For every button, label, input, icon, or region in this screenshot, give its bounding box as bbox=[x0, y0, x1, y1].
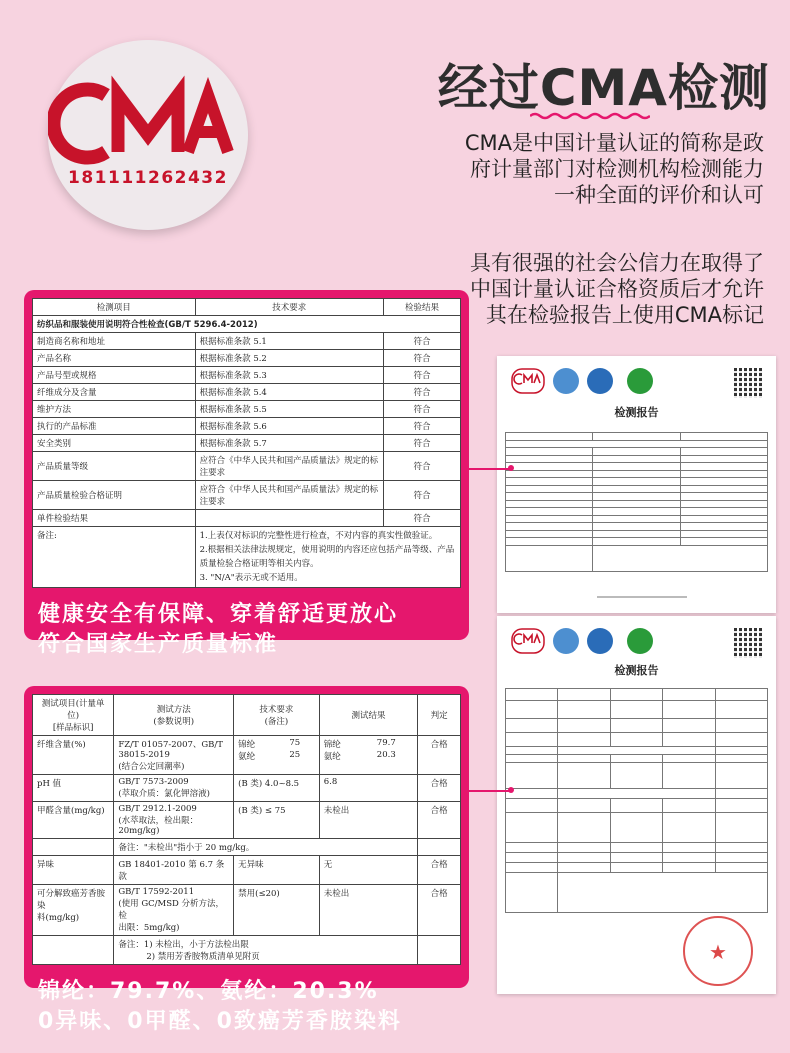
odor-method: GB 18401-2010 第 6.7 条款 bbox=[114, 856, 234, 885]
row-item: 维护方法 bbox=[33, 401, 196, 418]
caption-line-2: 符合国家生产质量标准 bbox=[38, 632, 279, 657]
report-thumbnail-2 bbox=[497, 616, 776, 994]
mini-cma-icon bbox=[511, 628, 545, 654]
row-result: 符合 bbox=[383, 333, 460, 350]
note-3: 3. "N/A"表示无或不适用。 bbox=[199, 573, 303, 583]
azo-note-line-1: 备注：1) 未检出，小于方法检出限 bbox=[118, 940, 249, 950]
table-header-row bbox=[33, 695, 461, 736]
azo-method-line-3: 出限：5mg/kg) bbox=[118, 923, 180, 933]
table-section-row bbox=[33, 316, 461, 333]
row-requirement: 应符合《中华人民共和国产品质量法》规定的标注要求 bbox=[195, 452, 383, 481]
row-result: 符合 bbox=[383, 481, 460, 510]
stamp-star-icon: ★ bbox=[709, 940, 727, 964]
wavy-underline-icon bbox=[530, 112, 650, 120]
row-item: 产品质量检验合格证明 bbox=[33, 481, 196, 510]
row-result: 符合 bbox=[383, 401, 460, 418]
formaldehyde-method-line-2: (水萃取法，检出限：20mg/kg) bbox=[118, 816, 199, 836]
odor-requirement: 无异味 bbox=[234, 856, 320, 885]
fiber-req-b-name: 氨纶 bbox=[238, 752, 256, 762]
table-row bbox=[33, 384, 461, 401]
report-logo-row bbox=[511, 368, 761, 396]
azo-method-line-1: GB/T 17592-2011 bbox=[118, 887, 195, 897]
qr-code-icon bbox=[734, 368, 764, 398]
empty-cell bbox=[418, 936, 461, 965]
row-result: 符合 bbox=[383, 435, 460, 452]
fiber-method-line-2: 38015-2019 bbox=[118, 750, 170, 760]
formaldehyde-note: 备注："未检出"指小于 20 mg/kg。 bbox=[114, 839, 418, 856]
row-result: 符合 bbox=[383, 367, 460, 384]
azo-item-line-2: 料(mg/kg) bbox=[37, 913, 80, 923]
report-mini-table bbox=[505, 688, 768, 913]
fiber-res-b bbox=[324, 750, 396, 762]
test-results-table bbox=[32, 694, 461, 965]
header-method-sub: (参数说明) bbox=[153, 717, 195, 727]
row-requirement: 根据标准条款 5.6 bbox=[195, 418, 383, 435]
notes-cell bbox=[195, 527, 460, 588]
header-requirement bbox=[234, 695, 320, 736]
usage-instruction-panel bbox=[24, 290, 469, 657]
row-requirement bbox=[195, 510, 383, 527]
empty-cell bbox=[33, 839, 114, 856]
fiber-res-b-name: 氨纶 bbox=[323, 752, 341, 762]
report-title: 检测报告 bbox=[614, 406, 659, 419]
fiber-method bbox=[114, 736, 234, 775]
ph-item: pH 值 bbox=[33, 775, 114, 802]
row-item: 产品质量等级 bbox=[33, 452, 196, 481]
table-row bbox=[33, 435, 461, 452]
row-item: 执行的产品标准 bbox=[33, 418, 196, 435]
usage-instruction-table bbox=[32, 298, 461, 588]
report-footer-line bbox=[597, 596, 687, 598]
header-item-label: 测试项目(计量单位) bbox=[41, 699, 105, 721]
fiber-res-a-name: 锦纶 bbox=[323, 740, 341, 750]
fiber-res-a bbox=[324, 738, 396, 750]
fiber-requirement bbox=[234, 736, 320, 775]
report-title: 检测报告 bbox=[614, 664, 659, 677]
panel-1-caption bbox=[32, 588, 461, 660]
table-row bbox=[33, 856, 461, 885]
fiber-method-line-3: (结合公定回潮率) bbox=[118, 762, 185, 772]
row-requirement: 根据标准条款 5.2 bbox=[195, 350, 383, 367]
header-judgement: 判定 bbox=[418, 695, 461, 736]
ph-method-line-2: (萃取介质：氯化钾溶液) bbox=[118, 789, 210, 799]
cnas-badge-icon bbox=[587, 628, 613, 654]
formaldehyde-method bbox=[114, 802, 234, 839]
table-row bbox=[33, 401, 461, 418]
row-item: 产品号型或规格 bbox=[33, 367, 196, 384]
row-requirement: 根据标准条款 5.5 bbox=[195, 401, 383, 418]
table-row bbox=[33, 775, 461, 802]
intro-paragraph-1: CMA是中国计量认证的简称是政府计量部门对检测机构检测能力一种全面的评价和认可 bbox=[464, 131, 764, 207]
official-stamp-icon bbox=[683, 916, 753, 986]
header-requirement: 技术要求 bbox=[195, 299, 383, 316]
ph-method bbox=[114, 775, 234, 802]
fiber-item: 纤维含量(%) bbox=[33, 736, 114, 775]
row-result: 符合 bbox=[383, 350, 460, 367]
cma-logo bbox=[48, 40, 248, 230]
table-row bbox=[33, 510, 461, 527]
callout-dot-2 bbox=[508, 787, 514, 793]
header-item-sub: [样品标识] bbox=[52, 723, 94, 733]
empty-cell bbox=[33, 936, 114, 965]
fiber-res-b-value: 20.3 bbox=[376, 750, 396, 760]
azo-requirement: 禁用(≤20) bbox=[234, 885, 320, 936]
test-results-panel bbox=[24, 686, 469, 1034]
caption-line-1: 锦纶：79.7%、氨纶：20.3% bbox=[38, 979, 379, 1004]
fiber-req-a-value: 75 bbox=[289, 738, 301, 748]
report-thumbnail-1 bbox=[497, 356, 776, 613]
green-cert-badge-icon bbox=[627, 368, 653, 394]
fiber-judgement: 合格 bbox=[418, 736, 461, 775]
note-1: 1.上表仅对标识的完整性进行检查，不对内容的真实性做验证。 bbox=[199, 531, 438, 541]
green-cert-badge-icon bbox=[627, 628, 653, 654]
note-2: 2.根据相关法律法规规定，使用说明的内容还应包括产品等级、产品质量检验合格证明等相关内容。 bbox=[199, 545, 455, 569]
cnas-badge-icon bbox=[587, 368, 613, 394]
odor-result: 无 bbox=[319, 856, 417, 885]
row-result: 符合 bbox=[383, 452, 460, 481]
table-row bbox=[33, 452, 461, 481]
odor-judgement: 合格 bbox=[418, 856, 461, 885]
row-result: 符合 bbox=[383, 384, 460, 401]
azo-item-line-1: 可分解致癌芳香胺染 bbox=[37, 889, 106, 911]
ph-requirement: (B 类) 4.0~8.5 bbox=[234, 775, 320, 802]
azo-method-line-2: (使用 GC/MSD 分析方法，检 bbox=[118, 899, 225, 921]
formaldehyde-item: 甲醛含量(mg/kg) bbox=[33, 802, 114, 839]
ph-result: 6.8 bbox=[319, 775, 417, 802]
fiber-req-a bbox=[238, 738, 300, 750]
row-item: 产品名称 bbox=[33, 350, 196, 367]
callout-line-2 bbox=[469, 790, 511, 792]
row-requirement: 根据标准条款 5.4 bbox=[195, 384, 383, 401]
header-method bbox=[114, 695, 234, 736]
header-item: 检测项目 bbox=[33, 299, 196, 316]
notes-label: 备注: bbox=[33, 527, 196, 588]
header-requirement-sub: (备注) bbox=[264, 717, 289, 727]
formaldehyde-method-line-1: GB/T 2912.1-2009 bbox=[118, 804, 197, 814]
qr-code-icon bbox=[734, 628, 764, 658]
azo-note bbox=[114, 936, 418, 965]
ilac-mra-badge-icon bbox=[553, 628, 579, 654]
row-requirement: 根据标准条款 5.3 bbox=[195, 367, 383, 384]
header-requirement-label: 技术要求 bbox=[259, 705, 294, 715]
row-item: 安全类别 bbox=[33, 435, 196, 452]
formaldehyde-requirement: (B 类) ≤ 75 bbox=[234, 802, 320, 839]
azo-item bbox=[33, 885, 114, 936]
header-method-label: 测试方法 bbox=[156, 705, 191, 715]
table-row bbox=[33, 885, 461, 936]
fiber-method-line-1: FZ/T 01057-2007、GB/T bbox=[118, 740, 223, 750]
page-title: 经过CMA检测 bbox=[437, 59, 770, 117]
azo-note-line-2: 2) 禁用芳香胺物质清单见附页 bbox=[146, 952, 260, 962]
odor-item: 异味 bbox=[33, 856, 114, 885]
azo-judgement: 合格 bbox=[418, 885, 461, 936]
ph-judgement: 合格 bbox=[418, 775, 461, 802]
fiber-req-b-value: 25 bbox=[289, 750, 301, 760]
report-logo-row bbox=[511, 628, 761, 656]
section-title: 纺织品和服装使用说明符合性检查(GB/T 5296.4-2012) bbox=[33, 316, 461, 333]
table-row bbox=[33, 418, 461, 435]
azo-result: 未检出 bbox=[319, 885, 417, 936]
row-requirement: 应符合《中华人民共和国产品质量法》规定的标注要求 bbox=[195, 481, 383, 510]
fiber-res-a-value: 79.7 bbox=[376, 738, 396, 748]
table-row bbox=[33, 736, 461, 775]
row-item: 制造商名称和地址 bbox=[33, 333, 196, 350]
row-requirement: 根据标准条款 5.7 bbox=[195, 435, 383, 452]
table-note-row bbox=[33, 936, 461, 965]
formaldehyde-result: 未检出 bbox=[319, 802, 417, 839]
ph-method-line-1: GB/T 7573-2009 bbox=[118, 777, 189, 787]
ilac-mra-badge-icon bbox=[553, 368, 579, 394]
row-result: 符合 bbox=[383, 418, 460, 435]
table-row bbox=[33, 350, 461, 367]
table-header-row bbox=[33, 299, 461, 316]
caption-line-2: 0异味、0甲醛、0致癌芳香胺染料 bbox=[38, 1009, 402, 1034]
header-result: 测试结果 bbox=[319, 695, 417, 736]
intro-paragraph-2: 具有很强的社会公信力在取得了中国计量认证合格资质后才允许其在检验报告上使用CMA标记 bbox=[470, 251, 764, 327]
cma-mark-icon bbox=[48, 40, 248, 230]
table-row bbox=[33, 481, 461, 510]
table-notes-row bbox=[33, 527, 461, 588]
header-result: 检验结果 bbox=[383, 299, 460, 316]
mini-cma-icon bbox=[511, 368, 545, 394]
table-row bbox=[33, 367, 461, 384]
empty-cell bbox=[418, 839, 461, 856]
callout-line-1 bbox=[469, 468, 511, 470]
fiber-req-a-name: 锦纶 bbox=[238, 740, 256, 750]
fiber-result bbox=[319, 736, 417, 775]
caption-line-1: 健康安全有保障、穿着舒适更放心 bbox=[38, 602, 399, 627]
row-result: 符合 bbox=[383, 510, 460, 527]
test-results-table-wrap bbox=[32, 694, 461, 965]
table-row bbox=[33, 802, 461, 839]
header-item bbox=[33, 695, 114, 736]
cma-number: 181111262432 bbox=[68, 168, 228, 188]
panel-2-caption bbox=[32, 965, 461, 1037]
callout-dot-1 bbox=[508, 465, 514, 471]
table-note-row bbox=[33, 839, 461, 856]
formaldehyde-judgement: 合格 bbox=[418, 802, 461, 839]
table-row bbox=[33, 333, 461, 350]
fiber-req-b bbox=[238, 750, 300, 762]
report-mini-table bbox=[505, 432, 768, 572]
row-item: 纤维成分及含量 bbox=[33, 384, 196, 401]
azo-method bbox=[114, 885, 234, 936]
row-requirement: 根据标准条款 5.1 bbox=[195, 333, 383, 350]
row-item: 单件检验结果 bbox=[33, 510, 196, 527]
usage-instruction-table-wrap bbox=[32, 298, 461, 588]
